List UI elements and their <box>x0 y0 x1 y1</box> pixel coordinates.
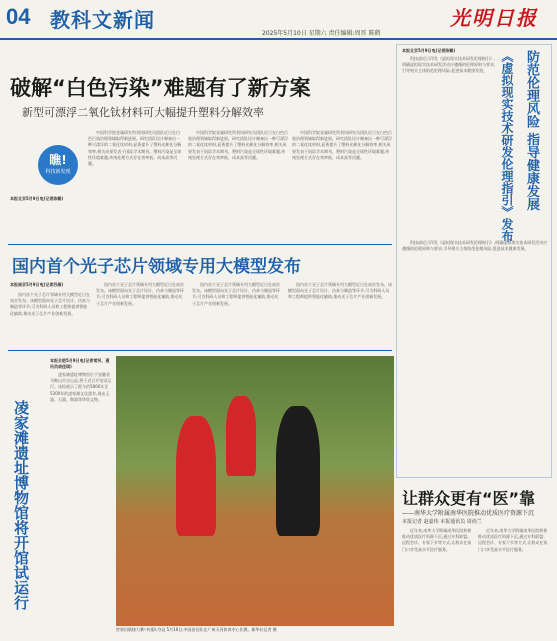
right-bottom-subhead: ——南华大学附属南华医院推动优质医疗资源下沉 <box>402 510 535 517</box>
runner-figure <box>276 406 320 536</box>
right-top-body-col1: 科技部近日印发《虚拟现实技术研发伦理指引》,明确虚拟现实技术研发活动应遵循的伦理原则与要求,引导相关主体防范伦理风险,促进技术健康发展。 <box>402 56 496 74</box>
left-byline: 本报合肥5月9日电(记者常河、通讯员胡佳琪) <box>50 358 110 369</box>
right-top-body-col2: 科技部近日印发《虚拟现实技术研发伦理指引》,明确虚拟现实技术研发活动应遵循的伦理原则与要求,引导相关主体防范伦理风险,促进技术健康发展。 <box>402 240 548 252</box>
lead-subhead: 新型可漂浮二氧化钛材料可大幅提升塑料分解效率 <box>22 106 264 119</box>
lead-body-col2: 中国科学院金属研究所刘岗研究员团队近日在白色污染治理领域取得新进展。研究团队设计制备出一种可漂浮的二氧化钛材料,显著提升了塑料光催化分解效率,相关成果发表于国际学术期刊。塑料污染是全球性环境难题,传统处理方式存在效率低、成本高等问题。 <box>188 130 288 160</box>
left-body: 凌家滩遗址博物馆位于安徽省马鞍山市含山县,将于近日开馆试运行。该馆展示了距今约5800年至5300年的凌家滩文化遗存,展出玉器、石器、陶器等珍贵文物。 <box>50 372 112 402</box>
left-headline: 凌家滩遗址博物馆将开馆试运行 <box>12 400 30 610</box>
lead-body-col1: 中国科学院金属研究所刘岗研究员团队近日在白色污染治理领域取得新进展。研究团队设计制备出一种可漂浮的二氧化钛材料,显著提升了塑料光催化分解效率,相关成果发表于国际学术期刊。塑料污染是全球性环境难题,传统处理方式存在效率低、成本高等问题。 <box>88 130 182 167</box>
chip-body-col3: 国内首个光子芯片领域专用大模型近日在南京发布。该模型面向光子芯片设计、仿真与制造等环节,可为科研人员和工程师提供智能化辅助,推动光子芯片产业创新发展。 <box>192 282 280 306</box>
badge-main: 瞧! <box>49 153 67 167</box>
sports-photo <box>116 356 394 626</box>
right-bottom-byline: 本报记者 赵嘉伟 本报通讯员 周尚兰 <box>402 519 482 525</box>
masthead-logo: 光明日报 <box>450 6 538 30</box>
chip-byline: 本报南京5月9日电(记者苏雁) <box>10 282 64 287</box>
right-bottom-body-col1: 近年来,南华大学附属南华医院积极推动优质医疗资源下沉,通过专科联盟、远程会诊、专家下乡等方式,让群众在家门口享受高水平医疗服务。 <box>402 528 472 552</box>
lead-byline: 本报北京5月9日电(记者陈鹤) <box>10 196 64 201</box>
right-headline-a: 《虚拟现实技术研发伦理指引》发布 <box>500 50 514 242</box>
right-top-byline: 本报北京5月9日电(记者陈鹤) <box>402 48 456 53</box>
right-headline-b: 防范伦理风险 指导健康发展 <box>524 50 539 211</box>
divider <box>8 350 392 351</box>
chip-body-col1: 国内首个光子芯片领域专用大模型近日在南京发布。该模型面向光子芯片设计、仿真与制造等环节,可为科研人员和工程师提供智能化辅助,推动光子芯片产业创新发展。 <box>10 292 90 316</box>
section-title: 教科文新闻 <box>50 8 155 32</box>
chip-body-col4: 国内首个光子芯片领域专用大模型近日在南京发布。该模型面向光子芯片设计、仿真与制造等环节,可为科研人员和工程师提供智能化辅助,推动光子芯片产业创新发展。 <box>288 282 392 300</box>
right-bottom-headline: 让群众更有“医”靠 <box>402 489 536 508</box>
lead-headline: 破解“白色污染”难题有了新方案 <box>10 76 311 100</box>
photo-caption: 世界田联接力赛:中国队夺冠 5月10日,中国田径队在广州天河体育中心比赛。新华社记者 摄 <box>116 627 277 632</box>
runner-figure <box>226 396 256 476</box>
right-bottom-body-col2: 近年来,南华大学附属南华医院积极推动优质医疗资源下沉,通过专科联盟、远程会诊、专家下乡等方式,让群众在家门口享受高水平医疗服务。 <box>478 528 548 552</box>
runner-figure <box>176 416 216 536</box>
divider <box>8 244 392 245</box>
chip-body-col2: 国内首个光子芯片领域专用大模型近日在南京发布。该模型面向光子芯片设计、仿真与制造等环节,可为科研人员和工程师提供智能化辅助,推动光子芯片产业创新发展。 <box>96 282 184 306</box>
badge-sub: 科技新发现 <box>45 169 71 175</box>
section-number: 04 <box>6 4 31 29</box>
science-badge <box>38 145 78 185</box>
lead-body-col3: 中国科学院金属研究所刘岗研究员团队近日在白色污染治理领域取得新进展。研究团队设计制备出一种可漂浮的二氧化钛材料,显著提升了塑料光催化分解效率,相关成果发表于国际学术期刊。塑料污染是全球性环境难题,传统处理方式存在效率低、成本高等问题。 <box>292 130 392 160</box>
date-line: 2025年5月10日 星期六 责任编辑:周晋 陈鹤 <box>262 30 381 37</box>
chip-headline: 国内首个光子芯片领域专用大模型发布 <box>12 257 301 277</box>
